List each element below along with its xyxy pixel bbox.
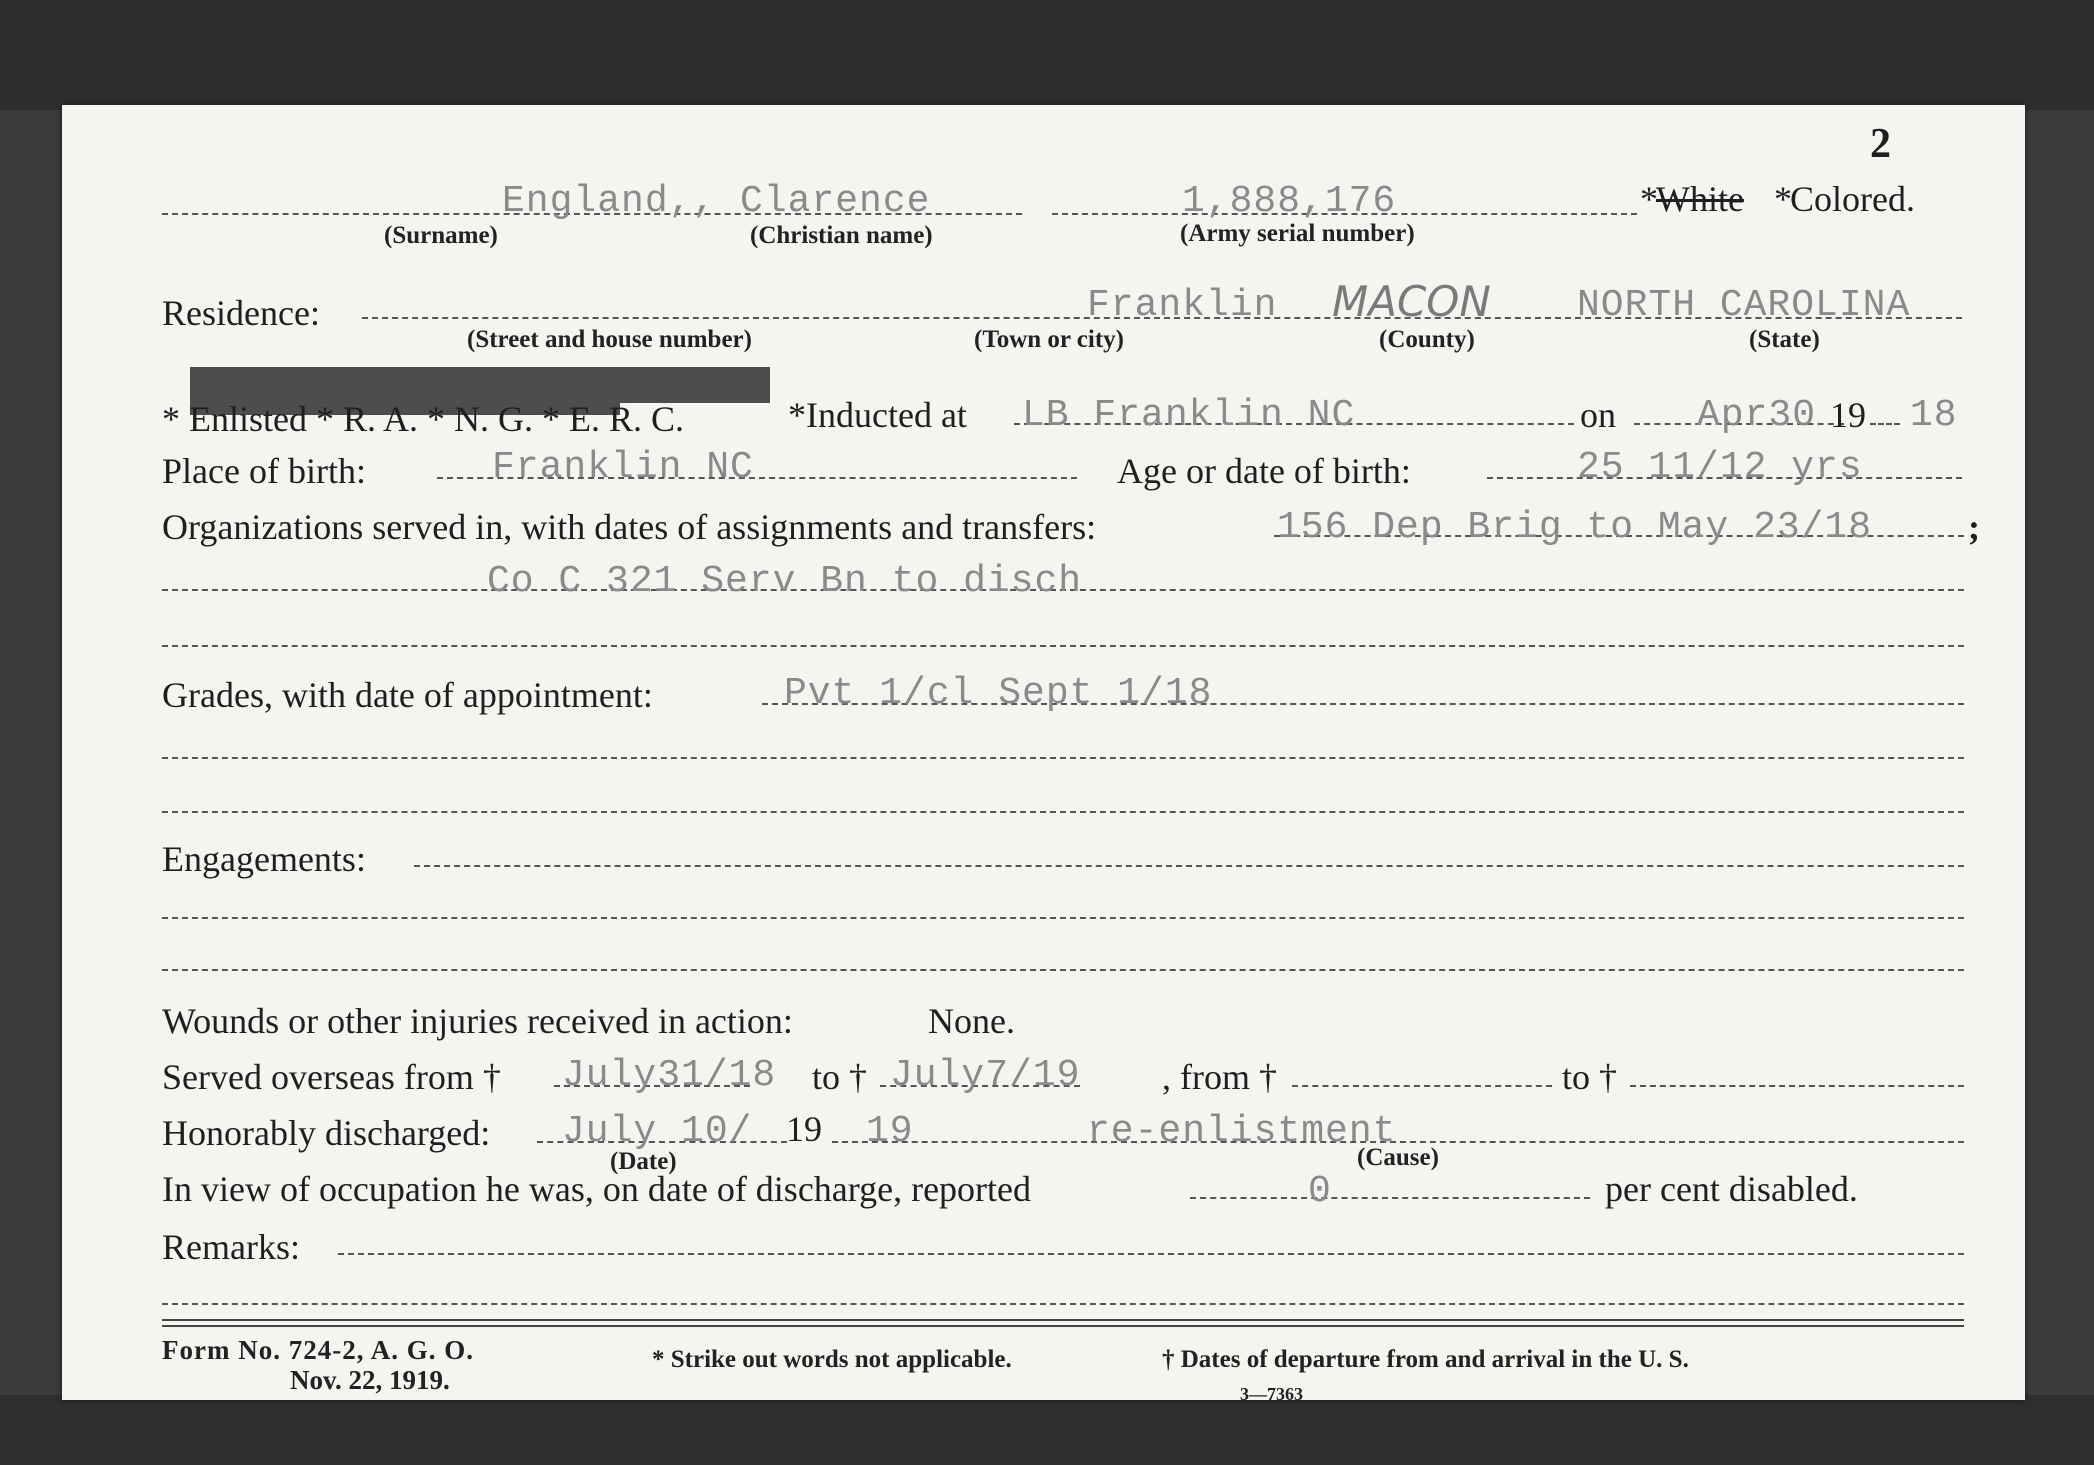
engagements-line-1 (414, 865, 1964, 867)
overseas-from2-line (1292, 1085, 1552, 1087)
organizations-line-3 (162, 645, 1964, 647)
inducted-year: 18 (1910, 394, 1958, 437)
engagements-line-3 (162, 969, 1964, 971)
remarks-label: Remarks: (162, 1227, 300, 1267)
birth-place-label: Place of birth: (162, 451, 366, 491)
residence-county: MACON (1332, 277, 1491, 326)
discharge-cause-caption: (Cause) (1357, 1144, 1439, 1171)
christian-name-caption: (Christian name) (750, 222, 933, 249)
grades-label: Grades, with date of appointment: (162, 675, 653, 715)
service-record-card (62, 105, 2025, 1404)
age-label: Age or date of birth: (1117, 451, 1411, 491)
footer-rule-1 (162, 1319, 1964, 1321)
discharge-date: July 10/ (562, 1110, 753, 1153)
residence-state: NORTH CAROLINA (1577, 284, 1911, 327)
inducted-place: LB Franklin NC (1022, 394, 1356, 437)
overseas-to-label: to † (812, 1057, 868, 1097)
overseas-from: July31/18 (562, 1054, 777, 1097)
strike-note: * Strike out words not applicable. (652, 1346, 1012, 1373)
overseas-from2-label: , from † (1162, 1057, 1277, 1097)
disability-label: In view of occupation he was, on date of discharge, reported (162, 1169, 1032, 1209)
organizations-separator: ; (1968, 507, 1980, 547)
organizations-line2: Co C 321 Serv Bn to disch (487, 560, 1083, 603)
race-asterisk-colored: * (1774, 179, 1792, 219)
inducted-on-label: on (1580, 395, 1616, 435)
grades-line-3 (162, 811, 1964, 813)
race-white: White (1656, 179, 1744, 219)
scanner-backdrop-bottom (0, 1395, 2094, 1465)
form-date: Nov. 22, 1919. (290, 1365, 450, 1395)
scanner-backdrop-top (0, 0, 2094, 110)
engagements-label: Engagements: (162, 839, 366, 879)
grades-value: Pvt 1/cl Sept 1/18 (784, 672, 1213, 715)
grades-line-2 (162, 757, 1964, 759)
discharge-year-line (832, 1141, 1964, 1143)
inducted-date: Apr30 (1697, 394, 1817, 437)
inducted-year-prefix: 19 (1830, 395, 1866, 435)
engagements-line-2 (162, 917, 1964, 919)
discharge-year-prefix: 19 (786, 1109, 822, 1149)
page-number: 2 (1870, 121, 1891, 167)
age-value: 25 11/12 yrs (1577, 446, 1863, 489)
street-caption: (Street and house number) (467, 326, 752, 353)
disability-value: 0 (1308, 1170, 1332, 1213)
remarks-line-2 (162, 1303, 1964, 1305)
state-caption: (State) (1749, 326, 1820, 353)
wounds-label: Wounds or other injuries received in action: (162, 1001, 793, 1041)
birth-place: Franklin NC (492, 446, 754, 489)
discharge-cause: re-enlistment (1087, 1110, 1397, 1153)
serial-value: 1,888,176 (1182, 180, 1397, 223)
organizations-line1: 156 Dep Brig to May 23/18 (1277, 506, 1873, 549)
inducted-year-line (1870, 423, 1900, 425)
remarks-line-1 (338, 1253, 1964, 1255)
serial-caption: (Army serial number) (1180, 220, 1415, 247)
form-number: Form No. 724-2, A. G. O. (162, 1335, 474, 1365)
overseas-to2-label: to † (1562, 1057, 1618, 1097)
organizations-label: Organizations served in, with dates of assignments and transfers: (162, 507, 1097, 547)
discharge-label: Honorably discharged: (162, 1113, 491, 1153)
overseas-label: Served overseas from † (162, 1057, 501, 1097)
surname-caption: (Surname) (384, 222, 498, 249)
overseas-to2-line (1630, 1085, 1964, 1087)
town-caption: (Town or city) (974, 326, 1124, 353)
disability-line (1190, 1197, 1590, 1199)
residence-town: Franklin (1087, 284, 1278, 327)
print-code: 3—7363 (1240, 1384, 1303, 1404)
race-colored: Colored. (1790, 179, 1915, 219)
enlisted-options: * Enlisted * R. A. * N. G. * E. R. C. (162, 399, 685, 439)
wounds-value: None. (928, 1001, 1015, 1041)
race-asterisk-white: * (1640, 179, 1658, 219)
footer-rule-2 (162, 1325, 1964, 1327)
disability-suffix: per cent disabled. (1605, 1169, 1858, 1209)
inducted-label: *Inducted at (788, 395, 967, 435)
overseas-to: July7/19 (890, 1054, 1081, 1097)
dates-note: † Dates of departure from and arrival in the U. S. (1162, 1346, 1689, 1373)
residence-label: Residence: (162, 293, 320, 333)
discharge-date-caption: (Date) (610, 1148, 677, 1175)
discharge-year: 19 (866, 1110, 914, 1153)
name-value: England,, Clarence (502, 180, 931, 223)
county-caption: (County) (1379, 326, 1475, 353)
